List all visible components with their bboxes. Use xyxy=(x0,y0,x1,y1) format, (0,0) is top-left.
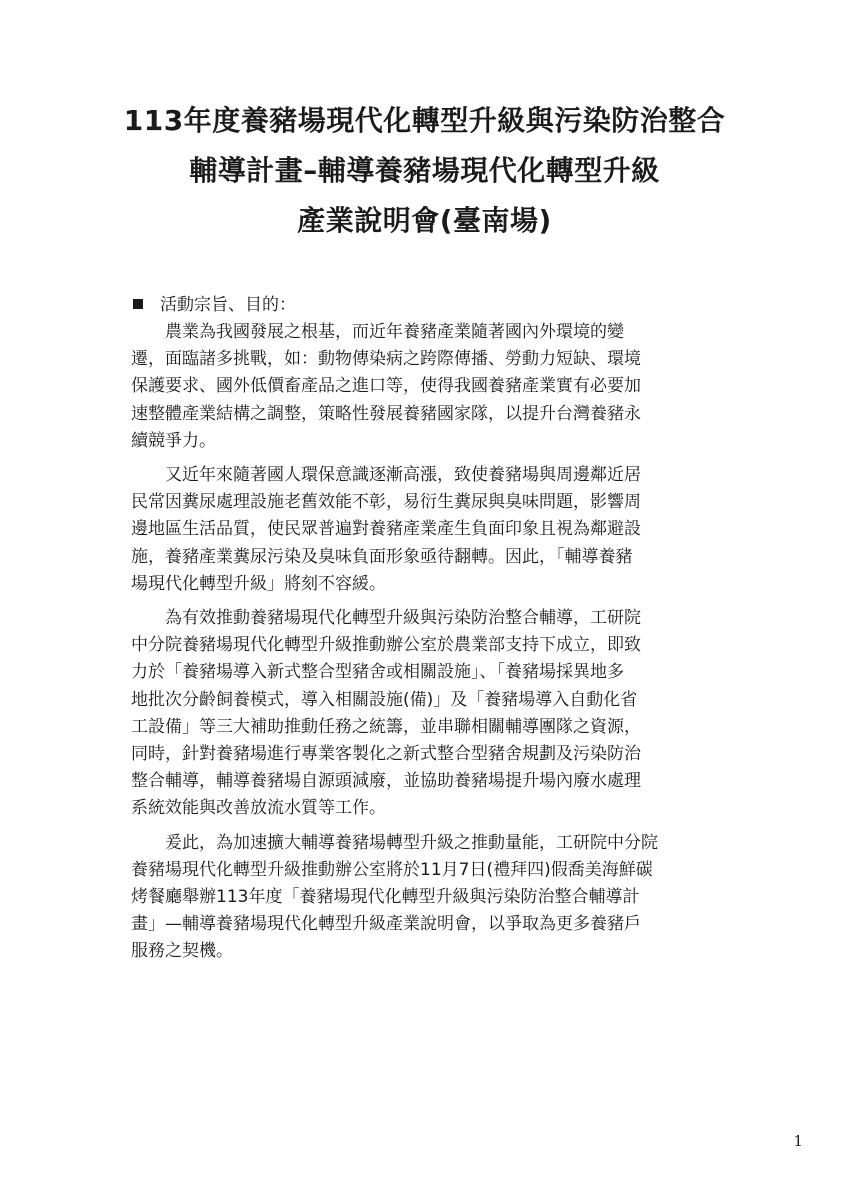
document-title xyxy=(0,96,849,246)
title-line-3: 產業說明會(臺南場) xyxy=(297,204,552,237)
title-line-2: 輔導計畫–輔導養豬場現代化轉型升級 xyxy=(189,154,660,187)
paragraph-line: 續競爭力。 xyxy=(131,430,216,451)
paragraph-line: 力於「養豬場導入新式整合型豬舍或相關設施」、「養豬場採異地多 xyxy=(131,662,624,683)
paragraph-line: 為有效推動養豬場現代化轉型升級與污染防治整合輔導，工研院 xyxy=(131,608,641,629)
paragraph-line: 工設備」等三大補助推動任務之統籌，並串聯相關輔導團隊之資源， xyxy=(131,716,641,737)
paragraph-line: 速整體產業結構之調整，策略性發展養豬國家隊，以提升台灣養豬永 xyxy=(131,403,641,424)
paragraph-line: 場現代化轉型升級」將刻不容緩。 xyxy=(131,573,386,594)
paragraph xyxy=(131,605,721,823)
paragraph xyxy=(131,319,721,455)
section-heading-text: 活動宗旨、目的： xyxy=(160,295,296,315)
paragraph-line: 農業為我國發展之根基，而近年養豬產業隨著國內外環境的變 xyxy=(131,322,624,342)
paragraph xyxy=(131,830,721,966)
paragraph-line: 中分院養豬場現代化轉型升級推動辦公室於農業部支持下成立，即致 xyxy=(131,635,641,656)
section-heading xyxy=(133,293,296,317)
paragraph-line: 保護要求、國外低價畜產品之進口等，使得我國養豬產業實有必要加 xyxy=(131,376,641,397)
page-number: 1 xyxy=(793,1132,803,1150)
paragraph-line: 爰此，為加速擴大輔導養豬場轉型升級之推動量能，工研院中分院 xyxy=(131,832,658,853)
square-bullet-icon xyxy=(133,299,143,309)
paragraph-line: 畫」—輔導養豬場現代化轉型升級產業說明會，以爭取為更多養豬戶 xyxy=(131,914,641,935)
paragraph-line: 又近年來隨著國人環保意識逐漸高漲，致使養豬場與周邊鄰近居 xyxy=(131,465,641,486)
paragraph-line: 地批次分齡飼養模式，導入相關設施(備)」及「養豬場導入自動化省 xyxy=(131,689,638,710)
paragraph xyxy=(131,462,721,598)
paragraph-line: 養豬場現代化轉型升級推動辦公室將於11月7日(禮拜四)假喬美海鮮碳 xyxy=(131,859,653,880)
paragraph-line: 服務之契機。 xyxy=(131,941,233,962)
title-line-1: 113年度養豬場現代化轉型升級與污染防治整合 xyxy=(123,104,726,137)
paragraph-line: 民常因糞尿處理設施老舊效能不彰，易衍生糞尿與臭味問題，影響周 xyxy=(131,492,641,513)
paragraph-line: 施，養豬產業糞尿污染及臭味負面形象亟待翻轉。因此，「輔導養豬 xyxy=(131,546,633,567)
paragraph-line: 同時，針對養豬場進行專業客製化之新式整合型豬舍規劃及污染防治 xyxy=(131,744,641,765)
paragraph-line: 邊地區生活品質，使民眾普遍對養豬產業產生負面印象且視為鄰避設 xyxy=(131,519,641,540)
paragraph-line: 遷，面臨諸多挑戰，如：動物傳染病之跨際傳播、勞動力短缺、環境 xyxy=(131,349,641,370)
paragraph-line: 整合輔導，輔導養豬場自源頭減廢，並協助養豬場提升場內廢水處理 xyxy=(131,771,641,792)
paragraph-line: 烤餐廳舉辦113年度「養豬場現代化轉型升級與污染防治整合輔導計 xyxy=(131,887,640,908)
paragraph-line: 系統效能與改善放流水質等工作。 xyxy=(131,798,386,819)
document-body xyxy=(131,319,721,973)
